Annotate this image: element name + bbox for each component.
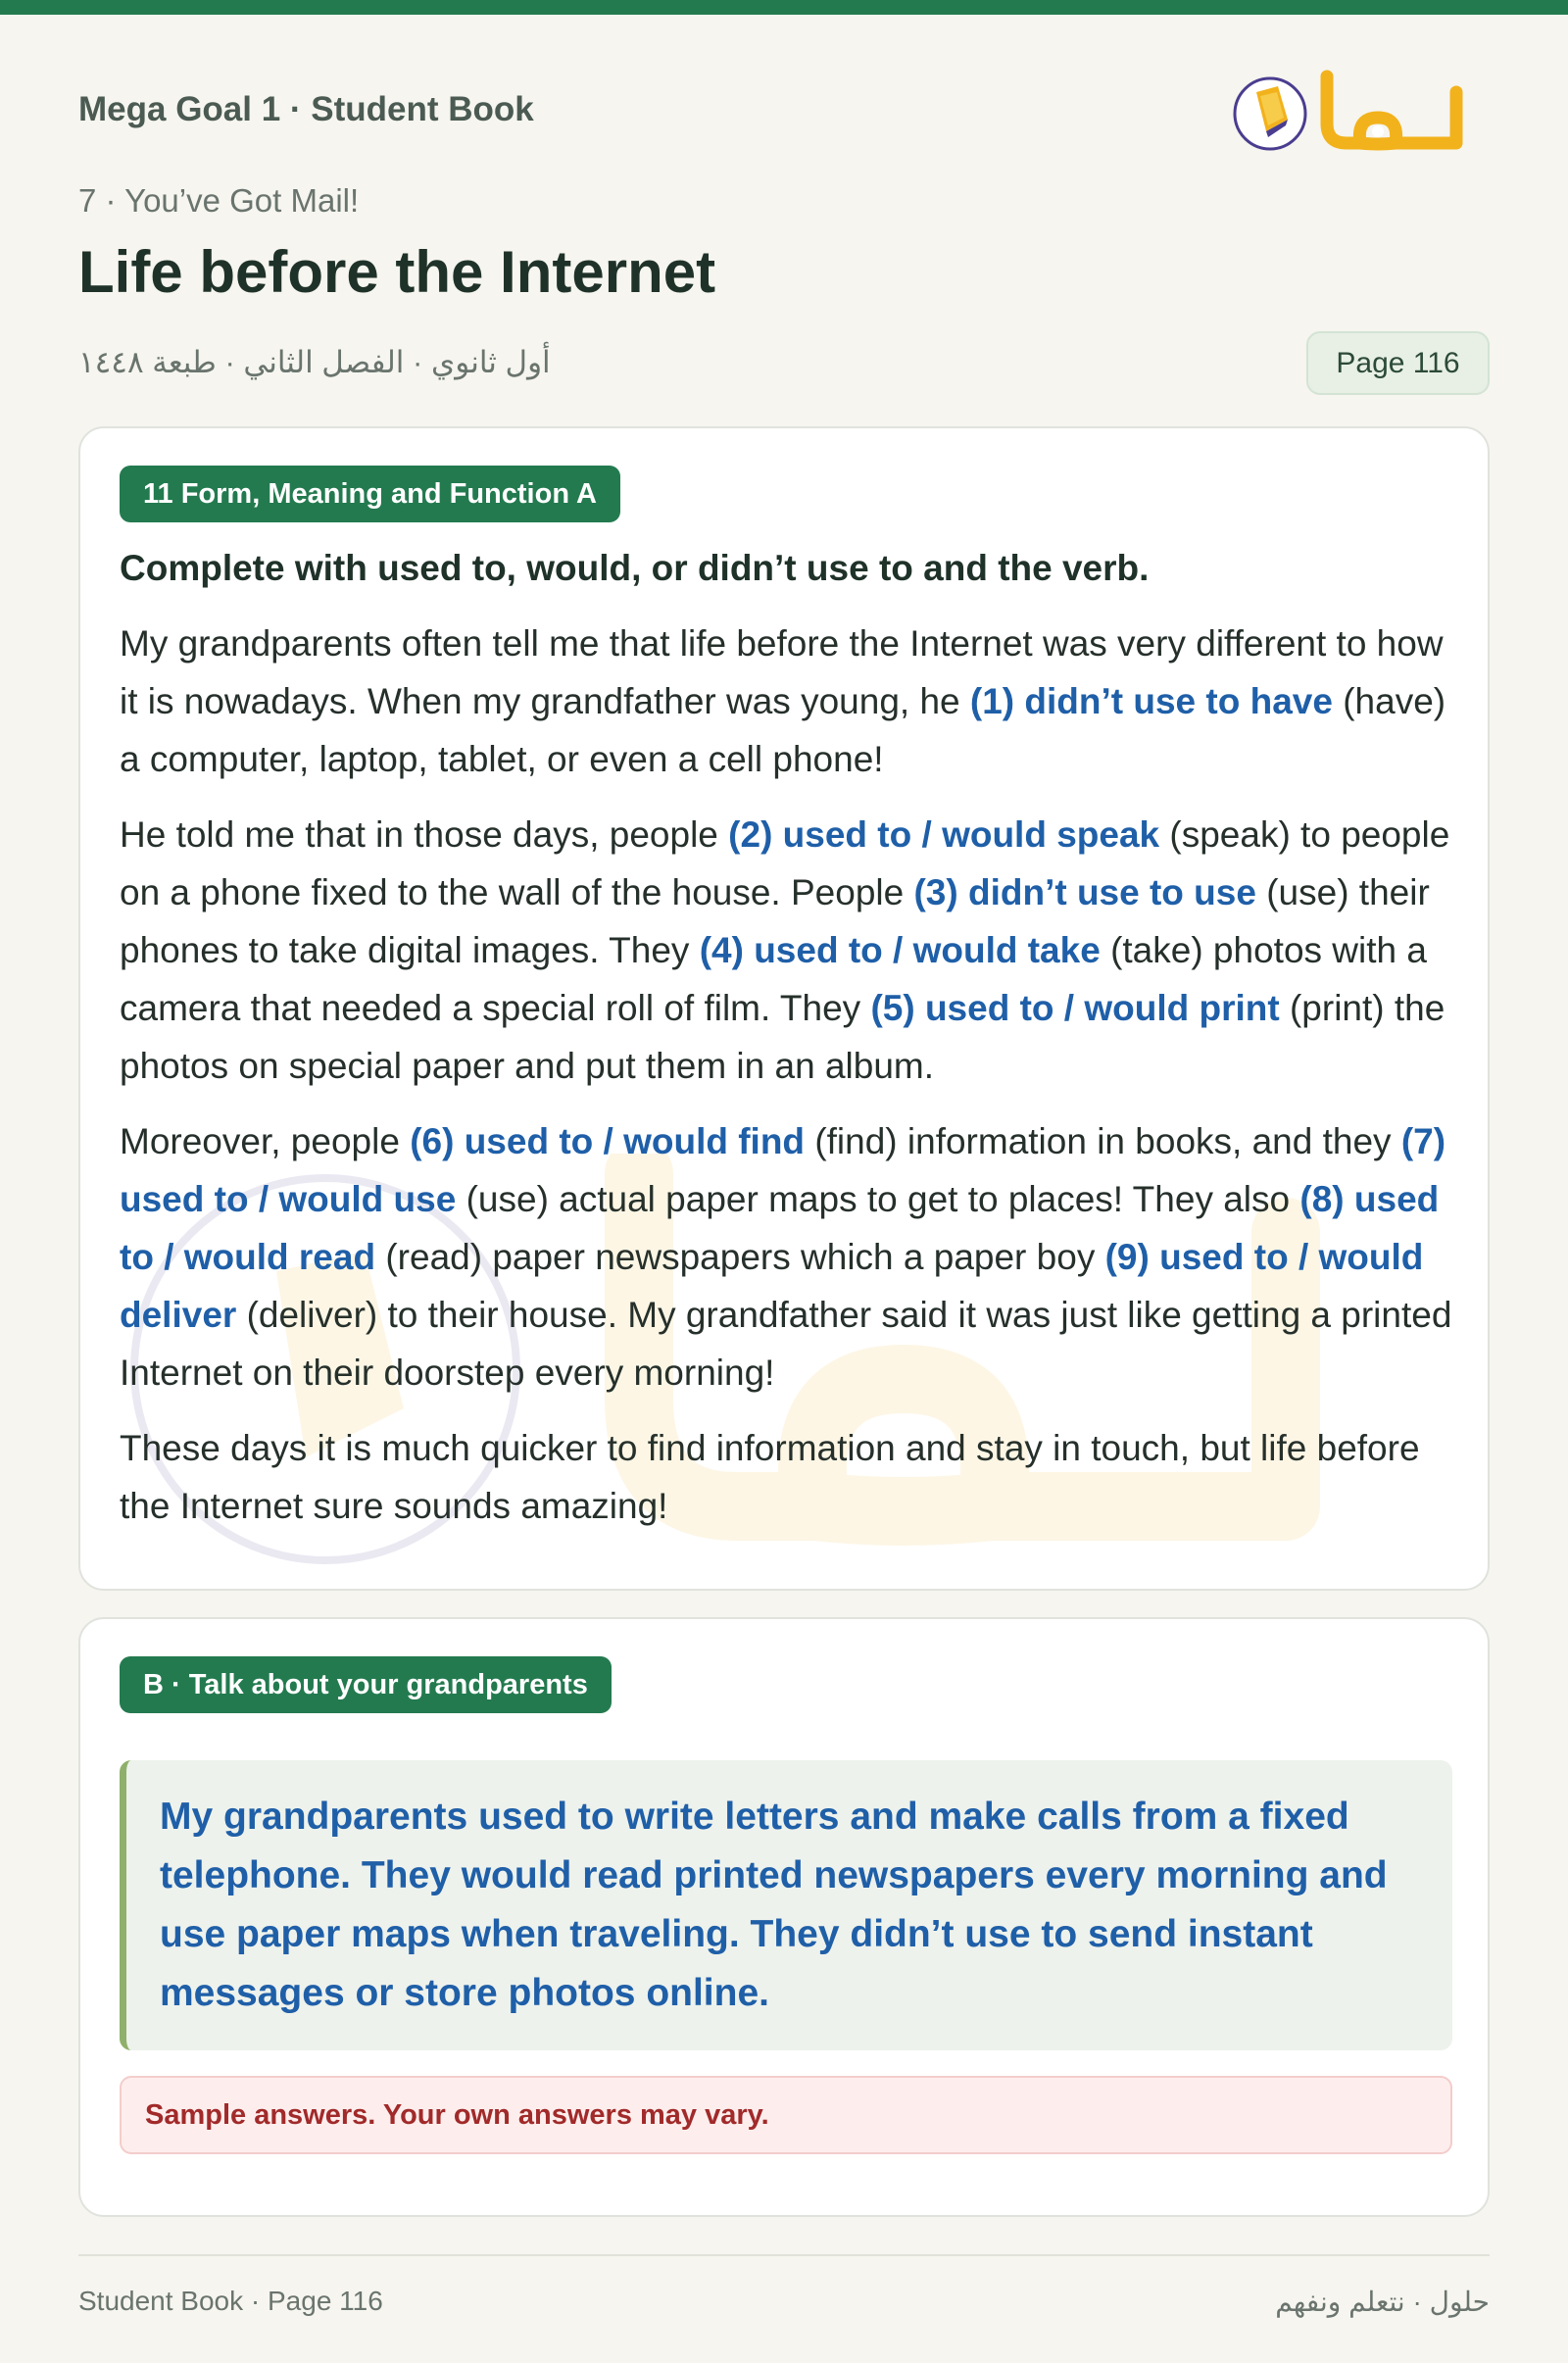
top-accent-bar — [0, 0, 1568, 15]
book-title: Mega Goal 1 · Student Book — [78, 90, 534, 128]
passage-text: (read) paper newspapers which a paper boy — [375, 1237, 1105, 1277]
passage-text: My grandparents often tell me that life before the Internet was very different to how it is nowadays. When my grandfather was young, he — [120, 623, 1444, 721]
sample-answer-text: My grandparents used to write letters and make calls from a fixed telephone. They would read printed newspapers every morning and use paper maps when traveling. They didn’t use to send instant messages or store photos online. — [160, 1796, 1388, 2014]
answer-8: (8) used to / would read — [120, 1179, 1440, 1277]
passage-paragraph — [120, 615, 1467, 788]
passage-paragraph: These days it is much quicker to find information and stay in touch, but life before the Internet sure sounds amazing! — [120, 1428, 1420, 1526]
footer-page-info: Student Book · Page 116 — [78, 2286, 383, 2316]
hulul-logo — [1231, 63, 1476, 165]
answer-7: (7) used to / would use — [120, 1121, 1446, 1219]
passage-text: (speak) to people on a phone fixed to the wall of the house. People — [120, 814, 1450, 912]
page-number-badge: Page 116 — [1306, 331, 1490, 395]
passage-text: He told me that in those days, people — [120, 814, 729, 855]
exercise-card-b — [78, 1617, 1490, 2217]
answer-5: (5) used to / would print — [870, 988, 1280, 1028]
answer-3: (3) didn’t use to use — [913, 872, 1256, 912]
reading-passage — [120, 615, 1467, 1552]
disclaimer-note: Sample answers. Your own answers may vary. — [120, 2076, 1452, 2154]
answer-2: (2) used to / would speak — [728, 814, 1160, 855]
section-a-badge: 11 Form, Meaning and Function A — [120, 466, 620, 522]
exercise-card-a — [78, 426, 1490, 1591]
passage-text: Moreover, people — [120, 1121, 411, 1161]
passage-text: (use) their phones to take digital images. They — [120, 872, 1430, 970]
exercise-instruction: Complete with used to, would, or didn’t use to and the verb. — [120, 548, 1150, 588]
answer-9: (9) used to / would deliver — [120, 1237, 1424, 1335]
answer-1: (1) didn’t use to have — [969, 681, 1333, 721]
passage-text: (take) photos with a camera that needed a special roll of film. They — [120, 930, 1427, 1028]
passage-paragraph — [120, 1112, 1467, 1402]
passage-text: (deliver) to their house. My grandfather said it was just like getting a printed Internet on their doorstep every morning! — [120, 1295, 1452, 1393]
footer-tagline: حلول · نتعلم ونفهم — [1275, 2287, 1490, 2317]
passage-text: (find) information in books, and they — [805, 1121, 1401, 1161]
passage-text: (use) actual paper maps to get to places! They also — [456, 1179, 1300, 1219]
passage-text: (have) a computer, laptop, tablet, or even a cell phone! — [120, 681, 1446, 779]
answer-6: (6) used to / would find — [410, 1121, 806, 1161]
arabic-meta: أول ثانوي · الفصل الثاني · طبعة ١٤٤٨ — [78, 345, 551, 379]
answer-4: (4) used to / would take — [699, 930, 1101, 970]
section-b-badge: B · Talk about your grandparents — [120, 1656, 612, 1713]
footer-divider — [78, 2254, 1490, 2256]
sample-answer-box — [120, 1760, 1452, 2050]
page-title: Life before the Internet — [78, 239, 716, 305]
chapter-label: 7 · You’ve Got Mail! — [78, 182, 360, 219]
passage-paragraph — [120, 806, 1467, 1095]
passage-text: (print) the photos on special paper and put them in an album. — [120, 988, 1446, 1086]
